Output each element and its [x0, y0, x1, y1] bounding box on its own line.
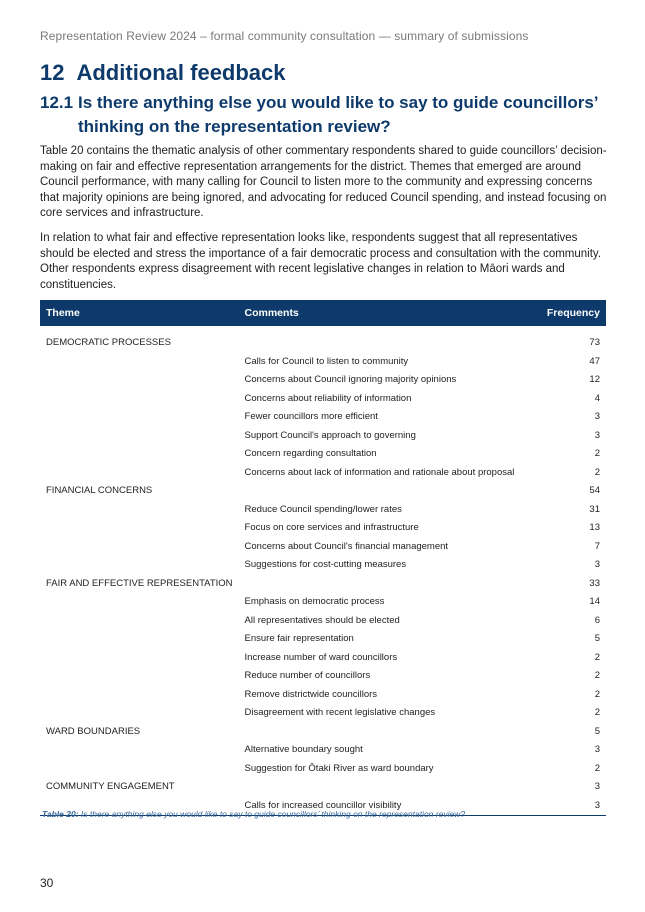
frequency-cell: 12 [589, 374, 600, 386]
theme-cell [40, 519, 239, 538]
frequency-cell: 13 [589, 522, 600, 534]
comment-cell: Increase number of ward councillors [244, 651, 398, 663]
comment-cell: Concerns about Council ignoring majority opinions [244, 374, 457, 386]
comment-cell: Concerns about reliability of information [244, 392, 412, 404]
table-row [40, 667, 606, 686]
frequency-cell: 2 [594, 688, 600, 700]
theme-column-header: Theme [46, 307, 80, 319]
comment-cell: Support Council's approach to governing [244, 429, 416, 441]
table-row [40, 371, 606, 390]
page-number: 30 [40, 876, 54, 890]
theme-cell [40, 667, 239, 686]
frequency-cell: 47 [589, 355, 600, 367]
comment-cell: Suggestion for Ōtaki River as ward boundary [244, 762, 434, 774]
frequency-cell: 54 [589, 485, 600, 497]
theme-cell [40, 389, 239, 408]
theme-cell [40, 685, 239, 704]
comment-cell: Fewer councillors more efficient [244, 411, 378, 423]
table-row [40, 352, 606, 371]
theme-cell [40, 408, 239, 427]
representation-paragraph: In relation to what fair and effective representation looks like, respondents suggest that all representatives should be elected and stress the importance of a fair democratic process and consultation with the community. Other respondents express disagreement with recent legislative changes in relation to Māori wards and constituencies. [40, 232, 602, 291]
table-row [40, 630, 606, 649]
table-row [40, 408, 606, 427]
table-row [40, 759, 606, 778]
table-row [40, 556, 606, 575]
table-row [40, 445, 606, 464]
theme-cell [40, 611, 239, 630]
frequency-cell: 7 [594, 540, 600, 552]
table-row [40, 326, 606, 352]
section-number: 12 [40, 60, 65, 85]
feedback-table [40, 300, 606, 816]
frequency-cell: 3 [594, 744, 600, 756]
section-title: Additional feedback [76, 60, 286, 85]
table-row [40, 574, 606, 593]
intro-paragraph: Table 20 contains the thematic analysis of other commentary respondents shared to guide councillors’ decision-making on fair and effective representation arrangements for the district. Themes that emerged are around Council performance, with many calling for Council to listen more to the community and expressing concerns that majority opinions are being ignored, and advocating for reduced Council spending, and instead focusing on core services and infrastructure. [40, 145, 607, 219]
frequency-cell: 31 [589, 503, 600, 515]
comments-column-header: Comments [244, 307, 299, 319]
frequency-cell: 5 [594, 725, 600, 737]
comment-cell: Suggestions for cost-cutting measures [244, 559, 407, 571]
theme-cell [40, 426, 239, 445]
theme-cell [40, 371, 239, 390]
running-header: Representation Review 2024 – formal community consultation — summary of submissions [40, 29, 529, 43]
theme-cell: WARD BOUNDARIES [46, 725, 141, 737]
theme-cell [40, 648, 239, 667]
comment-cell: Concern regarding consultation [244, 448, 377, 460]
frequency-cell: 2 [594, 466, 600, 478]
comment-cell: Calls for increased councillor visibility [244, 799, 402, 811]
table-row [40, 685, 606, 704]
frequency-cell: 3 [594, 781, 600, 793]
theme-cell [40, 741, 239, 760]
table-body [40, 326, 606, 815]
frequency-cell: 2 [594, 707, 600, 719]
frequency-cell: 4 [594, 392, 600, 404]
table-row [40, 463, 606, 482]
frequency-column-header: Frequency [546, 307, 600, 319]
theme-cell [40, 445, 239, 464]
theme-cell [40, 463, 239, 482]
comment-cell: Remove districtwide councillors [244, 688, 378, 700]
theme-cell: DEMOCRATIC PROCESSES [46, 336, 171, 348]
comment-cell: Disagreement with recent legislative changes [244, 707, 436, 719]
table-row [40, 704, 606, 723]
frequency-cell: 2 [594, 448, 600, 460]
frequency-cell: 2 [594, 651, 600, 663]
table-row [40, 426, 606, 445]
frequency-cell: 3 [594, 799, 600, 811]
table-caption [42, 809, 465, 819]
table-row [40, 500, 606, 519]
table-row [40, 722, 606, 741]
table-row [40, 648, 606, 667]
subsection-heading [40, 91, 620, 139]
frequency-cell: 3 [594, 411, 600, 423]
comment-cell: All representatives should be elected [244, 614, 400, 626]
frequency-cell: 3 [594, 429, 600, 441]
table-row [40, 593, 606, 612]
comment-cell [239, 778, 538, 797]
comment-cell: Ensure fair representation [244, 633, 354, 645]
frequency-cell: 2 [594, 670, 600, 682]
theme-cell: FAIR AND EFFECTIVE REPRESENTATION [46, 577, 233, 589]
theme-cell [40, 630, 239, 649]
caption-label: Table 20: [42, 809, 79, 819]
comment-cell [239, 326, 538, 352]
frequency-cell: 5 [594, 633, 600, 645]
theme-cell [40, 537, 239, 556]
frequency-cell: 33 [589, 577, 600, 589]
table-row [40, 741, 606, 760]
frequency-cell: 6 [594, 614, 600, 626]
frequency-cell: 14 [589, 596, 600, 608]
frequency-cell: 73 [589, 336, 600, 348]
comment-cell: Reduce Council spending/lower rates [244, 503, 402, 515]
comment-cell [239, 574, 538, 593]
comment-cell: Alternative boundary sought [244, 744, 363, 756]
comment-cell: Concerns about Council's financial management [244, 540, 449, 552]
theme-cell: FINANCIAL CONCERNS [46, 485, 153, 497]
comment-cell: Calls for Council to listen to community [244, 355, 409, 367]
table-row [40, 482, 606, 501]
subsection-number: 12.1 [40, 93, 74, 112]
table-row [40, 611, 606, 630]
frequency-cell: 2 [594, 762, 600, 774]
section-heading [40, 60, 286, 86]
table-header-row [40, 300, 606, 326]
theme-cell [40, 593, 239, 612]
theme-cell: COMMUNITY ENGAGEMENT [46, 781, 175, 793]
comment-cell: Concerns about lack of information and rationale about proposal [244, 466, 515, 478]
theme-cell [40, 759, 239, 778]
comment-cell [239, 482, 538, 501]
theme-cell [40, 556, 239, 575]
comment-cell [239, 722, 538, 741]
theme-cell [40, 500, 239, 519]
comment-cell: Focus on core services and infrastructure [244, 522, 419, 534]
table-row [40, 778, 606, 797]
table-row [40, 389, 606, 408]
table-row [40, 537, 606, 556]
theme-cell [40, 704, 239, 723]
table-row [40, 519, 606, 538]
subsection-title: Is there anything else you would like to say to guide councillors’ thinking on the representation review? [78, 93, 598, 136]
comment-cell: Emphasis on democratic process [244, 596, 385, 608]
theme-cell [40, 352, 239, 371]
caption-text: Is there anything else you would like to say to guide councillors’ thinking on the representation review? [78, 809, 466, 819]
frequency-cell: 3 [594, 559, 600, 571]
comment-cell: Reduce number of councillors [244, 670, 371, 682]
